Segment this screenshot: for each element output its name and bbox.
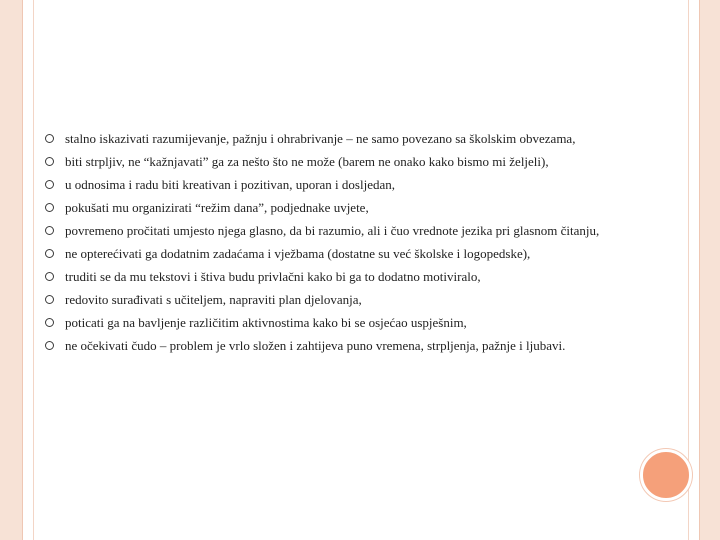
list-item — [43, 314, 643, 331]
list-item — [43, 176, 643, 193]
circle-bullet-icon — [45, 180, 54, 189]
list-item-text: stalno iskazivati razumijevanje, pažnju i ohrabrivanje – ne samo povezano sa školskim obvezama, — [65, 131, 576, 146]
list-item — [43, 291, 643, 308]
circle-bullet-icon — [45, 203, 54, 212]
circle-bullet-icon — [45, 295, 54, 304]
list-item-text: redovito surađivati s učiteljem, napraviti plan djelovanja, — [65, 292, 362, 307]
list-item-text: ne opterećivati ga dodatnim zadaćama i vježbama (dostatne su već školske i logopedske), — [65, 246, 531, 261]
list-item — [43, 268, 643, 285]
list-item-text: povremeno pročitati umjesto njega glasno, da bi razumio, ali i čuo vrednote jezika pri glasnom čitanju, — [65, 223, 600, 238]
slide — [22, 0, 700, 540]
list-item — [43, 337, 643, 354]
bullet-list — [43, 130, 643, 360]
list-item — [43, 153, 643, 170]
circle-bullet-icon — [45, 226, 54, 235]
list-item-text: u odnosima i radu biti kreativan i pozitivan, uporan i dosljedan, — [65, 177, 395, 192]
list-item-text: biti strpljiv, ne “kažnjavati” ga za nešto što ne može (barem ne onako kako bismo mi željeli), — [65, 154, 549, 169]
circle-bullet-icon — [45, 134, 54, 143]
list-item — [43, 199, 643, 216]
list-item — [43, 130, 643, 147]
list-item-text: truditi se da mu tekstovi i štiva budu privlačni kako bi ga to dodatno motiviralo, — [65, 269, 481, 284]
circle-bullet-icon — [45, 272, 54, 281]
list-item — [43, 222, 643, 239]
list-item-text: ne očekivati čudo – problem je vrlo složen i zahtijeva puno vremena, strpljenja, pažnje i ljubavi. — [65, 338, 566, 353]
list-item — [43, 245, 643, 262]
list-item-text: poticati ga na bavljenje različitim aktivnostima kako bi se osjećao uspješnim, — [65, 315, 467, 330]
decorative-circle — [640, 449, 692, 501]
circle-bullet-icon — [45, 249, 54, 258]
list-item-text: pokušati mu organizirati “režim dana”, podjednake uvjete, — [65, 200, 369, 215]
circle-bullet-icon — [45, 341, 54, 350]
circle-bullet-icon — [45, 318, 54, 327]
circle-bullet-icon — [45, 157, 54, 166]
